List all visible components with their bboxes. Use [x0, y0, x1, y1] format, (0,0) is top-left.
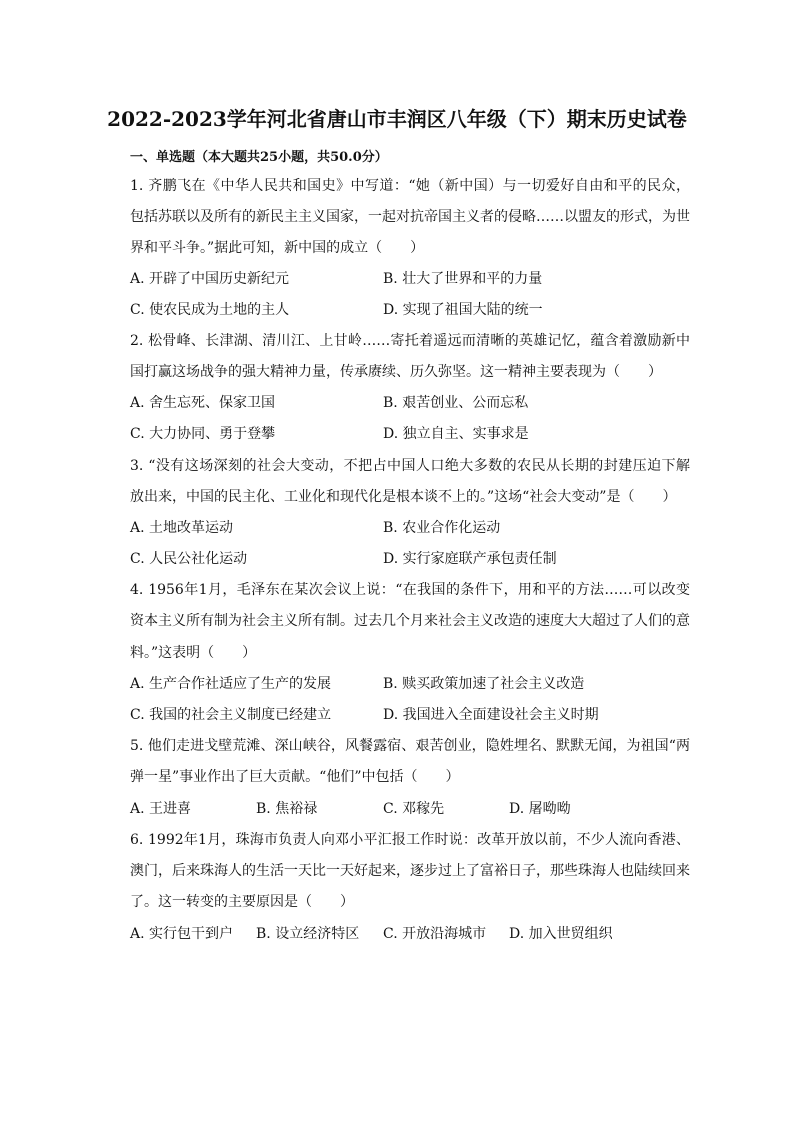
- question-2-line-1: 2. 松骨峰、长津湖、清川江、上甘岭……寄托着遥远而清晰的英雄记忆，蕴含着激励新中: [130, 333, 690, 349]
- question-1-line-1: 1. 齐鹏飞在《中华人民共和国史》中写道：“她（新中国）与一切爱好自由和平的民众，: [130, 178, 690, 194]
- question-3-option-b: B. 农业合作化运动: [383, 520, 501, 536]
- question-6-option-d: D. 加入世贸组织: [509, 926, 613, 942]
- question-4-option-a: A. 生产合作社适应了生产的发展: [130, 676, 332, 692]
- question-5-option-a: A. 王进喜: [130, 801, 192, 817]
- section-heading: 一、单选题（本大题共25小题，共50.0分）: [130, 150, 388, 165]
- question-6-option-a: A. 实行包干到户: [130, 926, 234, 942]
- question-6-option-c: C. 开放沿海城市: [383, 926, 487, 942]
- question-2-option-c: C. 大力协同、勇于登攀: [130, 426, 276, 442]
- question-1-line-3: 界和平斗争。”据此可知，新中国的成立（ ）: [130, 240, 425, 256]
- question-1-option-b: B. 壮大了世界和平的力量: [383, 271, 543, 287]
- question-1-option-d: D. 实现了祖国大陆的统一: [383, 302, 543, 318]
- question-3-line-2: 放出来，中国的民主化、工业化和现代化是根本谈不上的。”这场“社会大变动”是（ ）: [130, 489, 677, 505]
- question-4-option-c: C. 我国的社会主义制度已经建立: [130, 707, 332, 723]
- question-2-line-2: 国打赢这场战争的强大精神力量，传承赓续、历久弥坚。这一精神主要表现为（ ）: [130, 364, 662, 380]
- question-5-line-1: 5. 他们走进戈壁荒滩、深山峡谷，风餐露宿、艰苦创业，隐姓埋名、默默无闻，为祖国“两: [130, 738, 690, 754]
- question-4-option-d: D. 我国进入全面建设社会主义时期: [383, 707, 599, 723]
- question-6-option-b: B. 设立经济特区: [256, 926, 360, 942]
- question-6-line-3: 了。这一转变的主要原因是（ ）: [130, 894, 354, 910]
- question-3-line-1: 3. “没有这场深刻的社会大变动，不把占中国人口绝大多数的农民从长期的封建压迫下解: [130, 458, 690, 474]
- question-3-option-a: A. 土地改革运动: [130, 520, 234, 536]
- question-2-option-d: D. 独立自主、实事求是: [383, 426, 529, 442]
- question-5-option-b: B. 焦裕禄: [256, 801, 318, 817]
- question-1-option-c: C. 使农民成为土地的主人: [130, 302, 290, 318]
- question-1-line-2: 包括苏联以及所有的新民主主义国家，一起对抗帝国主义者的侵略……以盟友的形式，为世: [130, 209, 690, 225]
- question-4-line-2: 资本主义所有制为社会主义所有制。过去几个月来社会主义改造的速度大大超过了人们的意: [130, 613, 690, 629]
- question-6-line-2: 澳门，后来珠海人的生活一天比一天好起来，逐步过上了富裕日子，那些珠海人也陆续回来: [130, 863, 690, 879]
- question-6-line-1: 6. 1992年1月，珠海市负责人向邓小平汇报工作时说：改革开放以前，不少人流向香港、: [130, 832, 690, 848]
- question-2-option-a: A. 舍生忘死、保家卫国: [130, 395, 276, 411]
- question-4-line-1: 4. 1956年1月，毛泽东在某次会议上说：“在我国的条件下，用和平的方法……可以改变: [130, 582, 690, 598]
- question-4-line-3: 料。”这表明（ ）: [130, 645, 257, 661]
- question-4-option-b: B. 赎买政策加速了社会主义改造: [383, 676, 585, 692]
- question-5-option-c: C. 邓稼先: [383, 801, 445, 817]
- page-title: 2022-2023学年河北省唐山市丰润区八年级（下）期末历史试卷: [107, 107, 687, 131]
- question-3-option-c: C. 人民公社化运动: [130, 551, 248, 567]
- question-5-option-d: D. 屠呦呦: [509, 801, 571, 817]
- question-5-line-2: 弹一星”事业作出了巨大贡献。“他们”中包括（ ）: [130, 769, 460, 785]
- question-1-option-a: A. 开辟了中国历史新纪元: [130, 271, 290, 287]
- question-2-option-b: B. 艰苦创业、公而忘私: [383, 395, 529, 411]
- question-3-option-d: D. 实行家庭联产承包责任制: [383, 551, 557, 567]
